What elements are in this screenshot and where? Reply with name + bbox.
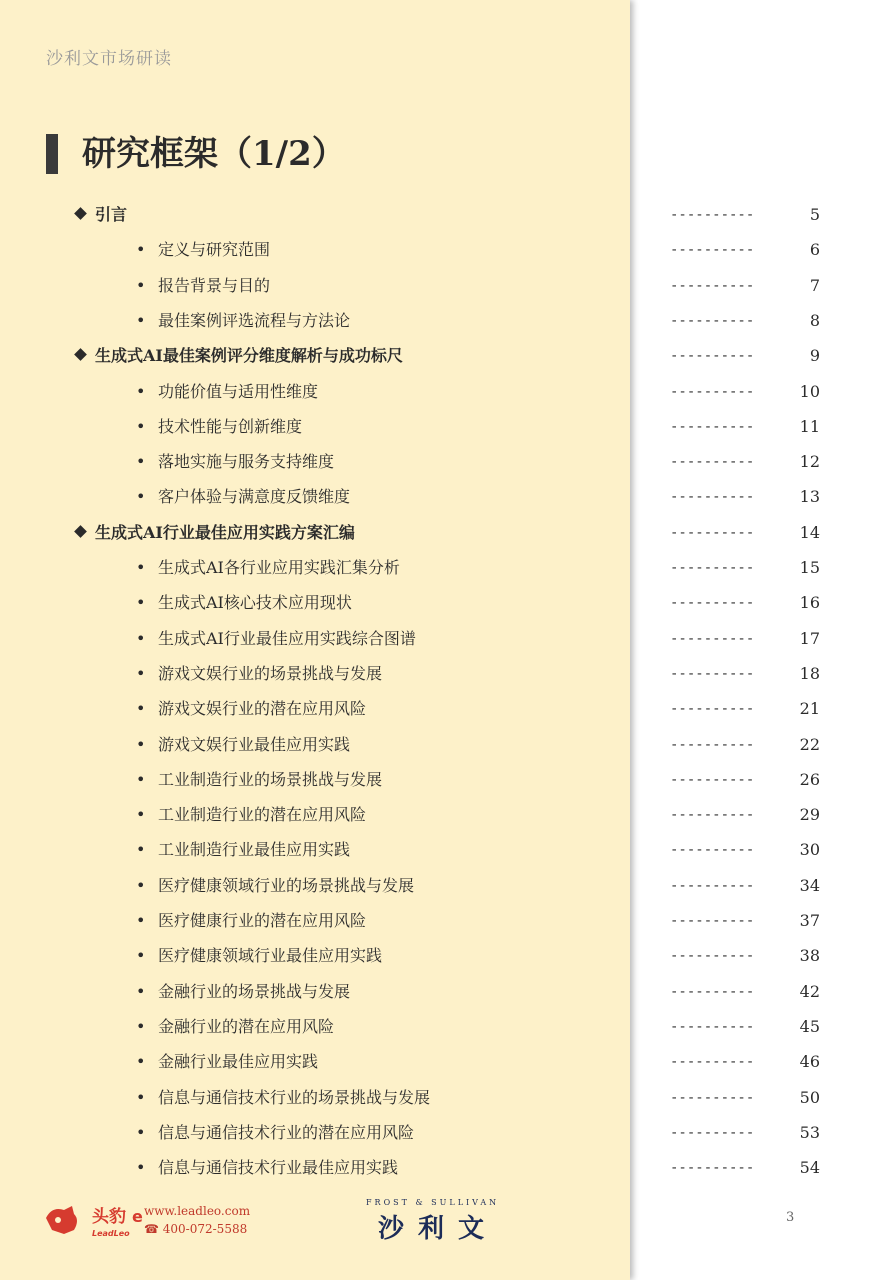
toc-item[interactable] (0, 556, 886, 580)
toc-label (76, 344, 403, 368)
footer-website[interactable]: www.leadleo.com (144, 1204, 251, 1218)
frost-sullivan-logo-cn: 沙利文 (378, 1214, 499, 1244)
page-title: 研究框架（1/2） (82, 134, 346, 174)
toc-label-text: 信息与通信技术行业的潜在应用风险 (158, 1123, 415, 1142)
footer-phone-number: 400-072-5588 (162, 1222, 248, 1236)
toc-label (136, 450, 334, 474)
toc-page-number: 16 (799, 593, 820, 612)
toc-item[interactable] (0, 662, 886, 686)
toc-leader: ---------- (670, 560, 755, 576)
toc-label-text: 落地实施与服务支持维度 (158, 452, 335, 471)
toc-page-number: 10 (799, 382, 820, 401)
toc-section[interactable] (0, 521, 886, 545)
toc-page-number: 12 (799, 452, 820, 471)
toc-page-number: 42 (799, 982, 820, 1001)
toc-item[interactable] (0, 944, 886, 968)
toc-page-number: 34 (799, 876, 820, 895)
toc-label (136, 697, 366, 721)
toc-label (136, 768, 382, 792)
dot-bullet-icon: • (136, 382, 146, 401)
dot-bullet-icon: • (136, 982, 146, 1001)
dot-bullet-icon: • (136, 240, 146, 259)
toc-label (136, 662, 382, 686)
toc-label-text: 金融行业的场景挑战与发展 (158, 982, 351, 1001)
toc-label-text: 生成式AI行业最佳应用实践综合图谱 (158, 629, 416, 648)
toc-leader: ---------- (670, 842, 755, 858)
toc-leader: ---------- (670, 1125, 755, 1141)
toc-leader: ---------- (670, 666, 755, 682)
footer-phone: ☎ 400-072-5588 (144, 1222, 248, 1236)
dot-bullet-icon: • (136, 487, 146, 506)
toc-page-number: 22 (799, 735, 820, 754)
dot-bullet-icon: • (136, 629, 146, 648)
toc-item[interactable] (0, 274, 886, 298)
toc-item[interactable] (0, 768, 886, 792)
toc-label-text: 信息与通信技术行业的场景挑战与发展 (158, 1088, 431, 1107)
toc-leader: ---------- (670, 948, 755, 964)
toc-leader: ---------- (670, 419, 755, 435)
toc-leader: ---------- (670, 913, 755, 929)
title-accent-bar (46, 134, 58, 174)
toc-item[interactable] (0, 909, 886, 933)
toc-page-number: 54 (799, 1158, 820, 1177)
toc-label-text: 生成式AI各行业应用实践汇集分析 (158, 558, 400, 577)
toc-page-number: 30 (799, 840, 820, 859)
frost-sullivan-logo-en: FROST & SULLIVAN (366, 1198, 500, 1207)
toc-label (136, 1015, 334, 1039)
toc-label (136, 380, 318, 404)
toc-leader: ---------- (670, 242, 755, 258)
toc-item[interactable] (0, 591, 886, 615)
toc-label (136, 556, 400, 580)
toc-item[interactable] (0, 803, 886, 827)
toc-label-text: 工业制造行业最佳应用实践 (158, 840, 351, 859)
toc-label-text: 金融行业的潜在应用风险 (158, 1017, 335, 1036)
toc-label-text: 医疗健康领域行业最佳应用实践 (158, 946, 383, 965)
dot-bullet-icon: • (136, 1123, 146, 1142)
toc-label-text: 功能价值与适用性维度 (158, 382, 319, 401)
dot-bullet-icon: • (136, 876, 146, 895)
toc-label (136, 591, 352, 615)
toc-label (136, 1050, 318, 1074)
toc-label (136, 415, 302, 439)
toc-label-text: 引言 (95, 205, 128, 224)
dot-bullet-icon: • (136, 276, 146, 295)
toc-label (136, 627, 416, 651)
toc-item[interactable] (0, 697, 886, 721)
toc-label (136, 909, 366, 933)
toc-item[interactable] (0, 1121, 886, 1145)
toc-page-number: 14 (799, 523, 820, 542)
leadleo-logo-cn: 头豹 (92, 1207, 126, 1227)
toc-label (76, 203, 127, 227)
toc-item[interactable] (0, 1156, 886, 1180)
toc-label-text: 工业制造行业的场景挑战与发展 (158, 770, 383, 789)
toc-item[interactable] (0, 1050, 886, 1074)
toc-item[interactable] (0, 1086, 886, 1110)
dot-bullet-icon: • (136, 417, 146, 436)
dot-bullet-icon: • (136, 840, 146, 859)
toc-page-number: 13 (799, 487, 820, 506)
toc-label-text: 金融行业最佳应用实践 (158, 1052, 319, 1071)
toc-leader: ---------- (670, 701, 755, 717)
toc-page-number: 5 (809, 205, 820, 224)
toc-label (76, 521, 355, 545)
dot-bullet-icon: • (136, 770, 146, 789)
toc-leader: ---------- (670, 1090, 755, 1106)
toc-item[interactable] (0, 874, 886, 898)
toc-label (136, 733, 350, 757)
dot-bullet-icon: • (136, 452, 146, 471)
toc-section[interactable] (0, 203, 886, 227)
toc-label (136, 838, 350, 862)
toc-leader: ---------- (670, 454, 755, 470)
dot-bullet-icon: • (136, 593, 146, 612)
toc-label (136, 944, 382, 968)
toc-leader: ---------- (670, 1160, 755, 1176)
toc-page-number: 7 (809, 276, 820, 295)
dot-bullet-icon: • (136, 1017, 146, 1036)
diamond-bullet-icon (74, 525, 87, 538)
toc-leader: ---------- (670, 525, 755, 541)
toc-leader: ---------- (670, 807, 755, 823)
dot-bullet-icon: • (136, 699, 146, 718)
toc-page-number: 6 (809, 240, 820, 259)
dot-bullet-icon: • (136, 558, 146, 577)
toc-leader: ---------- (670, 278, 755, 294)
toc-leader: ---------- (670, 595, 755, 611)
toc-section[interactable] (0, 344, 886, 368)
toc-item[interactable] (0, 415, 886, 439)
toc-item[interactable] (0, 380, 886, 404)
toc-page-number: 38 (799, 946, 820, 965)
toc-label (136, 874, 414, 898)
toc-item[interactable] (0, 238, 886, 262)
toc-item[interactable] (0, 838, 886, 862)
toc-item[interactable] (0, 309, 886, 333)
toc-item[interactable] (0, 1015, 886, 1039)
toc-label-text: 生成式AI行业最佳应用实践方案汇编 (95, 523, 355, 542)
toc-leader: ---------- (670, 489, 755, 505)
toc-leader: ---------- (670, 384, 755, 400)
toc-leader: ---------- (670, 772, 755, 788)
dot-bullet-icon: • (136, 735, 146, 754)
toc-label-text: 游戏文娱行业的潜在应用风险 (158, 699, 367, 718)
toc-label-text: 客户体验与满意度反馈维度 (158, 487, 351, 506)
diamond-bullet-icon (74, 207, 87, 220)
dot-bullet-icon: • (136, 805, 146, 824)
toc-label-text: 工业制造行业的潜在应用风险 (158, 805, 367, 824)
toc-page-number: 50 (799, 1088, 820, 1107)
toc-label (136, 309, 350, 333)
page-number: 3 (786, 1210, 795, 1225)
toc-leader: ---------- (670, 1019, 755, 1035)
toc-page-number: 17 (799, 629, 820, 648)
toc-label (136, 1086, 430, 1110)
toc-label (136, 1156, 398, 1180)
toc-page-number: 53 (799, 1123, 820, 1142)
toc-label-text: 游戏文娱行业的场景挑战与发展 (158, 664, 383, 683)
toc-leader: ---------- (670, 207, 755, 223)
dot-bullet-icon: • (136, 1088, 146, 1107)
toc-item[interactable] (0, 627, 886, 651)
toc-item[interactable] (0, 733, 886, 757)
toc-page-number: 37 (799, 911, 820, 930)
toc-page-number: 11 (799, 417, 820, 436)
toc-page-number: 21 (799, 699, 820, 718)
toc-label-text: 生成式AI最佳案例评分维度解析与成功标尺 (95, 346, 403, 365)
toc-leader: ---------- (670, 1054, 755, 1070)
toc-leader: ---------- (670, 984, 755, 1000)
dot-bullet-icon: • (136, 1052, 146, 1071)
toc-leader: ---------- (670, 348, 755, 364)
dot-bullet-icon: • (136, 946, 146, 965)
dot-bullet-icon: • (136, 1158, 146, 1177)
toc-label (136, 1121, 414, 1145)
toc-label (136, 803, 366, 827)
dot-bullet-icon: • (136, 911, 146, 930)
toc-label (136, 485, 350, 509)
toc-label (136, 274, 270, 298)
toc-leader: ---------- (670, 878, 755, 894)
dot-bullet-icon: • (136, 311, 146, 330)
dot-bullet-icon: • (136, 664, 146, 683)
toc-leader: ---------- (670, 737, 755, 753)
toc-label (136, 980, 350, 1004)
toc-label-text: 信息与通信技术行业最佳应用实践 (158, 1158, 399, 1177)
header-brand: 沙利文市场研读 (46, 49, 172, 69)
toc-label-text: 技术性能与创新维度 (158, 417, 303, 436)
svg-text:e: e (132, 1207, 143, 1226)
diamond-bullet-icon (74, 348, 87, 361)
toc-page-number: 9 (809, 346, 820, 365)
toc-page-number: 8 (809, 311, 820, 330)
toc-item[interactable] (0, 485, 886, 509)
toc-page-number: 15 (799, 558, 820, 577)
toc-label-text: 医疗健康行业的潜在应用风险 (158, 911, 367, 930)
toc-label-text: 最佳案例评选流程与方法论 (158, 311, 351, 330)
toc-label-text: 医疗健康领域行业的场景挑战与发展 (158, 876, 415, 895)
toc-leader: ---------- (670, 313, 755, 329)
toc-page-number: 29 (799, 805, 820, 824)
toc-leader: ---------- (670, 631, 755, 647)
toc-page-number: 46 (799, 1052, 820, 1071)
toc-page-number: 26 (799, 770, 820, 789)
leadleo-logo-en: LeadLeo (92, 1229, 130, 1238)
toc-label-text: 定义与研究范围 (158, 240, 271, 259)
toc-item[interactable] (0, 980, 886, 1004)
toc-label (136, 238, 270, 262)
toc-label-text: 生成式AI核心技术应用现状 (158, 593, 352, 612)
toc-page-number: 45 (799, 1017, 820, 1036)
toc-item[interactable] (0, 450, 886, 474)
toc-page-number: 18 (799, 664, 820, 683)
toc-label-text: 游戏文娱行业最佳应用实践 (158, 735, 351, 754)
toc-label-text: 报告背景与目的 (158, 276, 271, 295)
